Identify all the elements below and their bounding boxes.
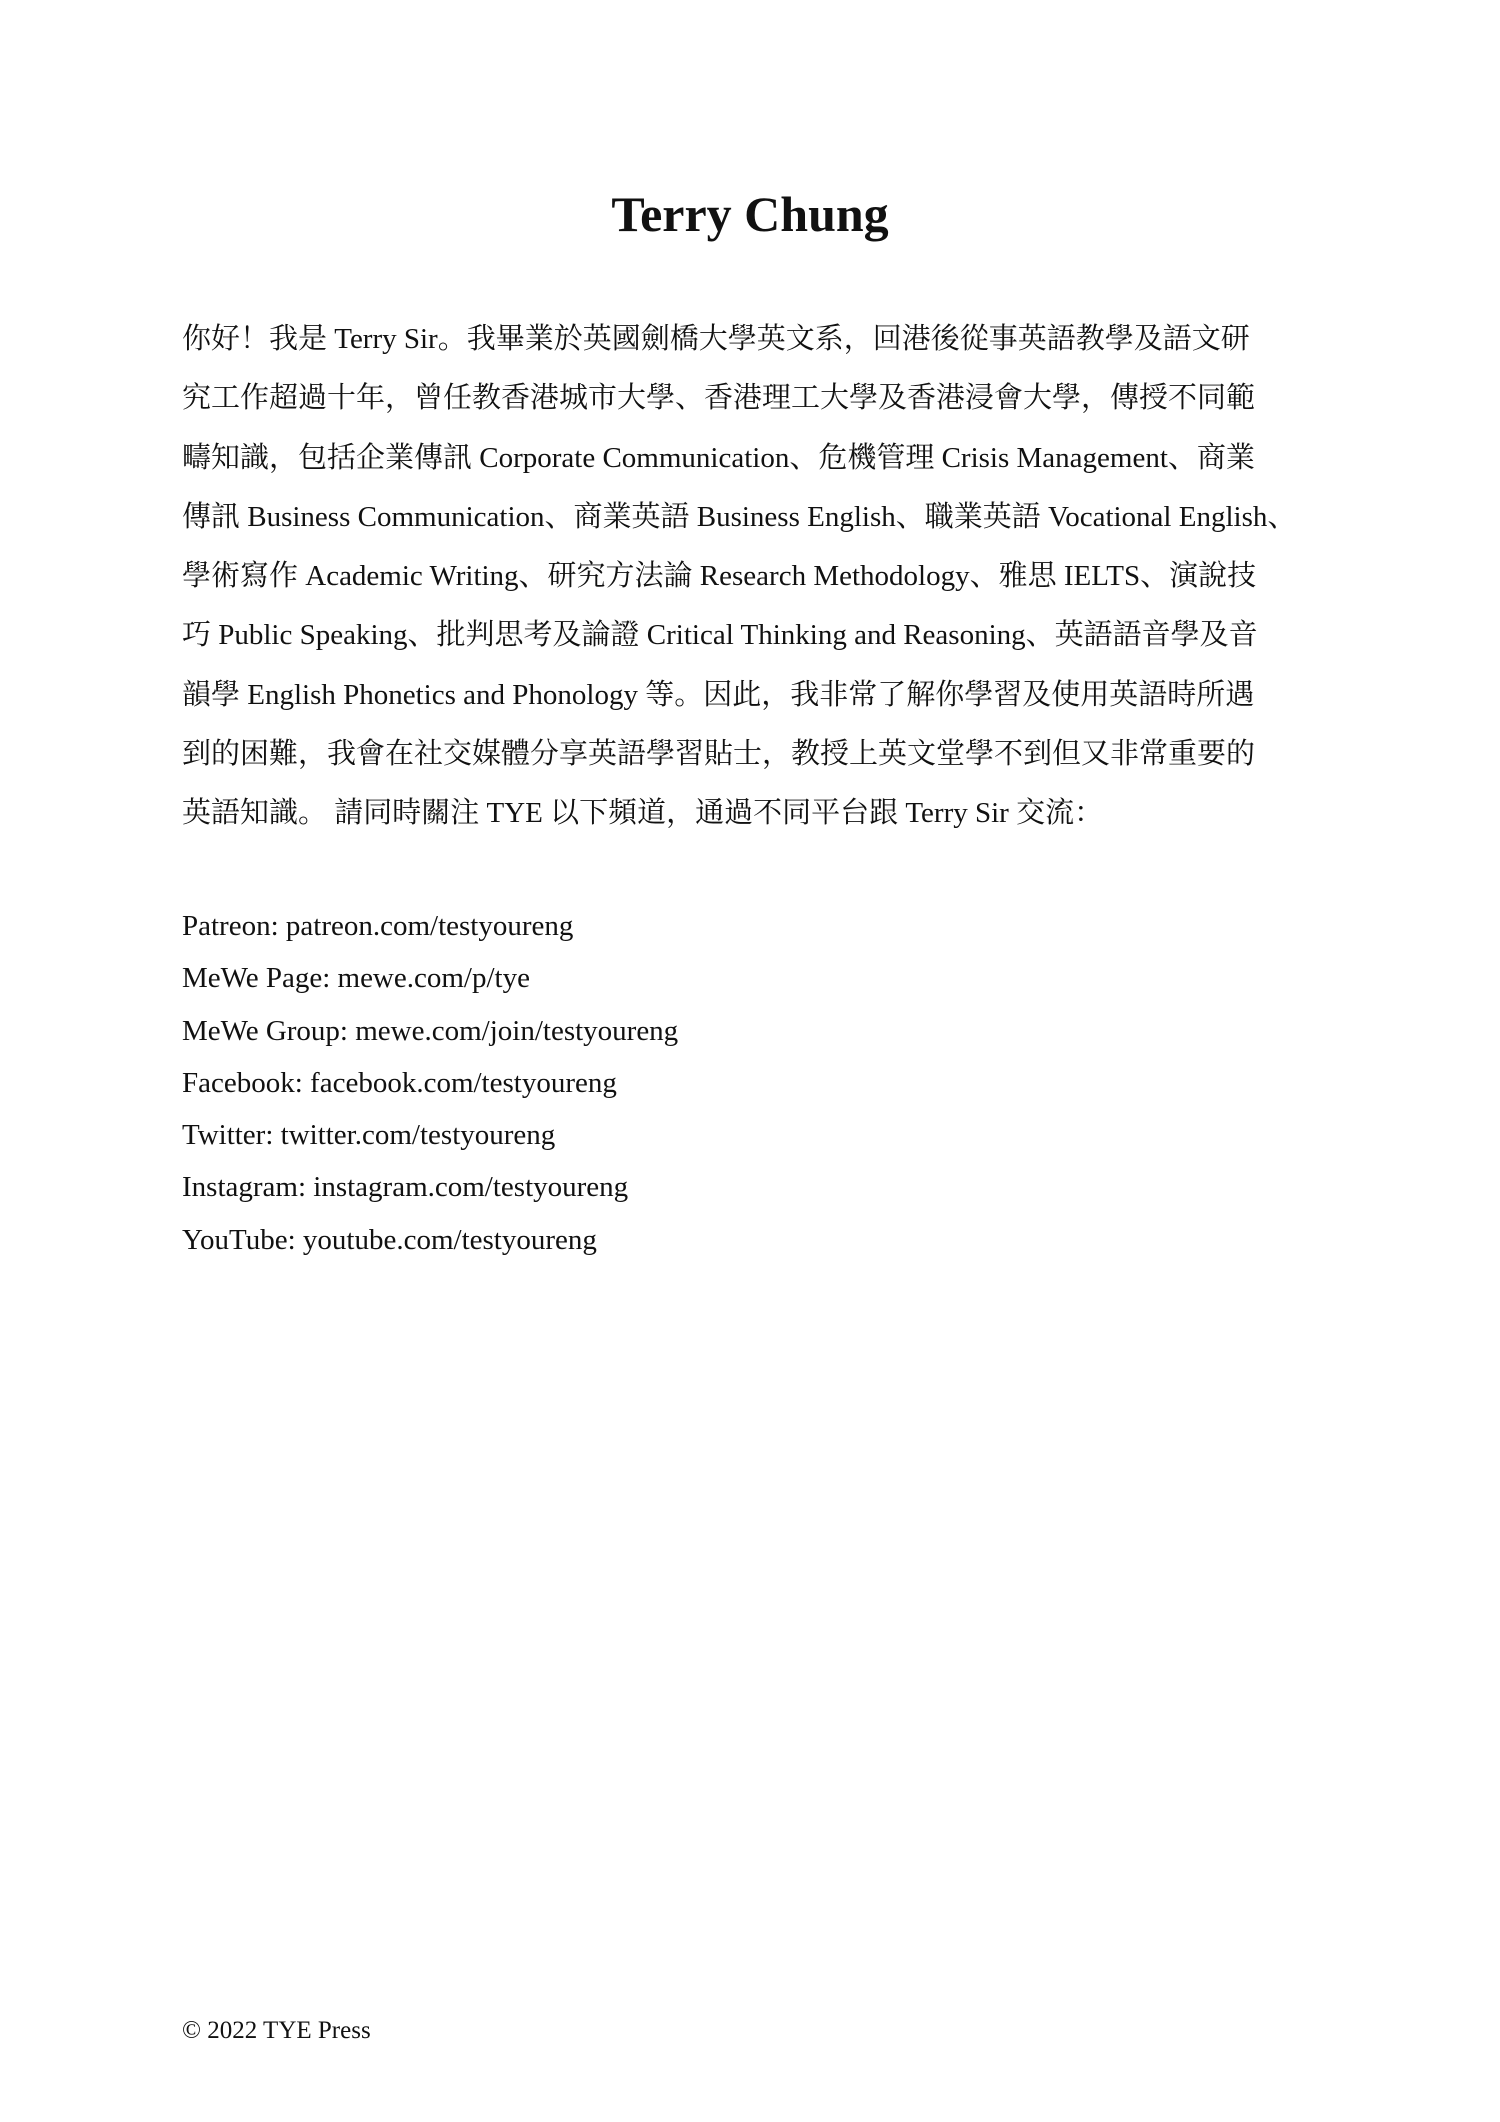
link-mewe-group: MeWe Group: mewe.com/join/testyoureng: [182, 1014, 679, 1047]
bio-line: 到的困難，我會在社交媒體分享英語學習貼士，教授上英文堂學不到但又非常重要的: [182, 738, 1256, 771]
bio-line: 巧 Public Speaking、批判思考及論證 Critical Thinking and Reasoning、英語語音學及音: [182, 619, 1258, 652]
bio-paragraph: [182, 310, 1332, 844]
bio-line: 究工作超過十年，曾任教香港城市大學、香港理工大學及香港浸會大學，傳授不同範: [182, 382, 1256, 415]
bio-line: 學術寫作 Academic Writing、研究方法論 Research Methodology、雅思 IELTS、演說技: [182, 560, 1257, 593]
link-patreon: Patreon: patreon.com/testyoureng: [182, 910, 574, 942]
bio-line: 你好！我是 Terry Sir。我畢業於英國劍橋大學英文系，回港後從事英語教學及語文研: [182, 323, 1250, 355]
bio-line: 韻學 English Phonetics and Phonology 等。因此，我非常了解你學習及使用英語時所遇: [182, 678, 1255, 711]
link-instagram: Instagram: instagram.com/testyoureng: [182, 1171, 629, 1204]
page-title: Terry Chung: [611, 186, 889, 242]
bio-line: 疇知識，包括企業傳訊 Corporate Communication、危機管理 Crisis Management、商業: [182, 441, 1255, 474]
link-youtube: YouTube: youtube.com/testyoureng: [182, 1223, 597, 1256]
bio-line: 英語知識。 請同時關注 TYE 以下頻道，通過不同平台跟 Terry Sir 交流：: [182, 797, 1104, 830]
copyright-notice: © 2022 TYE Press: [182, 2017, 371, 2044]
link-facebook: Facebook: facebook.com/testyoureng: [182, 1066, 617, 1099]
link-mewe-page: MeWe Page: mewe.com/p/tye: [182, 962, 530, 995]
social-links-list: [182, 900, 678, 1266]
bio-line: 傳訊 Business Communication、商業英語 Business English、職業英語 Vocational English、: [182, 500, 1297, 533]
link-twitter: Twitter: twitter.com/testyoureng: [182, 1119, 556, 1152]
